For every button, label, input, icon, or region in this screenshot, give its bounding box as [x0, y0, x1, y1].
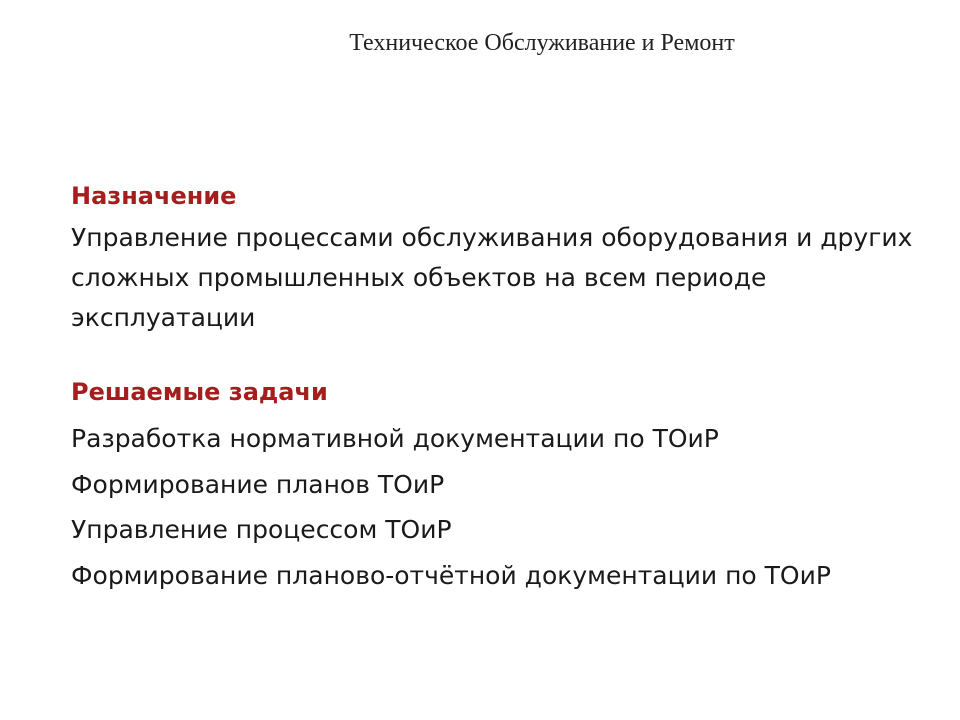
- purpose-section: [71, 178, 951, 338]
- slide-content: [71, 178, 951, 598]
- tasks-heading: Решаемые задачи: [71, 378, 328, 406]
- tasks-section: [71, 374, 951, 598]
- task-item: Управление процессом ТОиР: [71, 515, 452, 544]
- purpose-heading: Назначение: [71, 182, 237, 210]
- task-item: Формирование планов ТОиР: [71, 469, 445, 499]
- task-item: Разработка нормативной документации по ТОиР: [71, 424, 719, 453]
- tasks-list: [71, 416, 951, 598]
- purpose-text: Управление процессами обслуживания оборудования и других сложных промышленных объектов на всем периоде эксплуатации: [71, 223, 913, 332]
- task-item: Формирование планово-отчётной документации по ТОиР: [71, 560, 831, 590]
- slide-title: Техническое Обслуживание и Ремонт: [349, 30, 735, 56]
